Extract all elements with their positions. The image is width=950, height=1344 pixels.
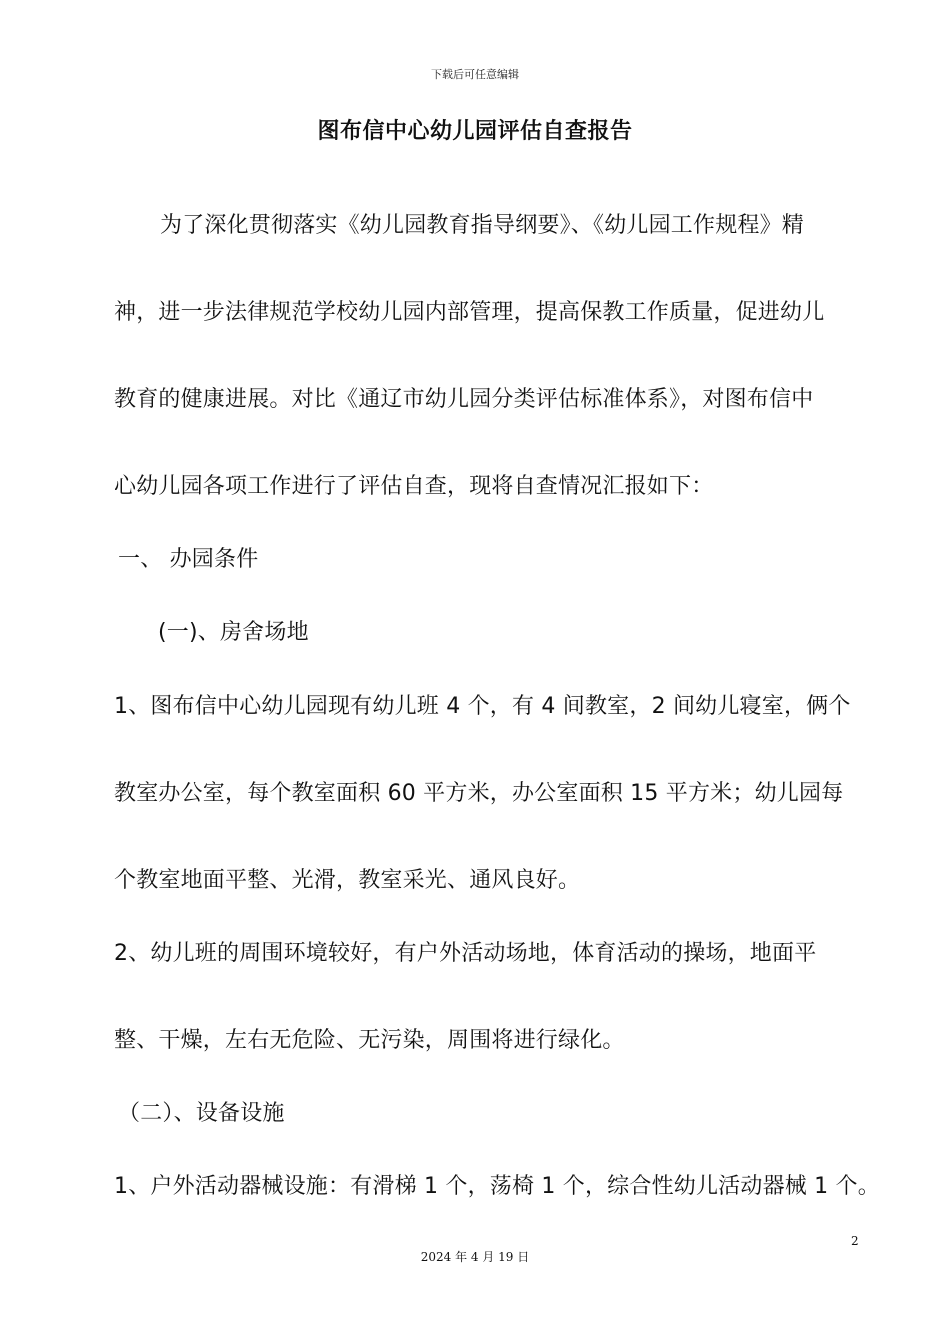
item1-line-2: 教室办公室，每个教室面积 60 平方米，办公室面积 15 平方米；幼儿园每 [114,781,844,806]
item3-line-1: 1、户外活动器械设施：有滑梯 1 个，荡椅 1 个，综合性幼儿活动器械 1 个。 [114,1174,880,1199]
item1-line-3: 个教室地面平整、光滑，教室采光、通风良好。 [114,868,581,893]
subsection-heading-buildings: (一)、房舍场地 [158,620,309,645]
document-title: 图布信中心幼儿园评估自查报告 [317,119,633,144]
subsection-heading-equipment: （二）、设备设施 [118,1101,285,1126]
page-number: 2 [851,1234,859,1248]
footer-date: 2024 年 4 月 19 日 [420,1250,530,1264]
header-note: 下载后可任意编辑 [431,68,519,81]
item2-line-1: 2、幼儿班的周围环境较好，有户外活动场地，体育活动的操场，地面平 [114,941,817,966]
intro-line-1: 为了深化贯彻落实《幼儿园教育指导纲要》、《幼儿园工作规程》精 [160,213,805,238]
intro-line-3: 教育的健康进展。对比《通辽市幼儿园分类评估标准体系》，对图布信中 [114,387,814,412]
intro-line-4: 心幼儿园各项工作进行了评估自查，现将自查情况汇报如下： [114,474,714,499]
item1-line-1: 1、图布信中心幼儿园现有幼儿班 4 个，有 4 间教室，2 间幼儿寝室，俩个 [114,694,851,719]
intro-line-2: 神，进一步法律规范学校幼儿园内部管理，提高保教工作质量，促进幼儿 [114,300,825,325]
section-heading-conditions: 一、 办园条件 [118,547,259,572]
item2-line-2: 整、干燥，左右无危险、无污染，周围将进行绿化。 [114,1028,625,1053]
